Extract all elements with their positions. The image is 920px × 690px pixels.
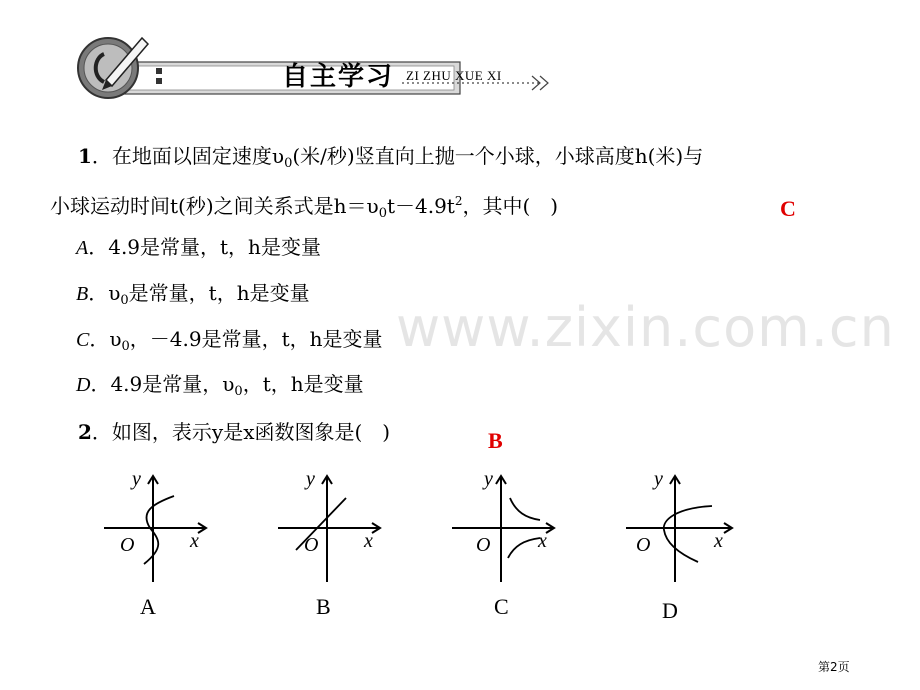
q1-number: 1: [78, 144, 92, 168]
graph-d: y x O D: [622, 468, 762, 588]
section-pinyin: ZI ZHU XUE XI: [406, 68, 502, 83]
graph-d-plot: [622, 468, 762, 588]
q1-option-a: A．4.9是常量，t，h是变量: [76, 235, 321, 259]
graph-b: y x O B: [274, 468, 414, 588]
q1-line1: 1．在地面以固定速度$\upsilon_0$(米/秒)竖直向上抛一个小球，小球高度h(米)与: [78, 144, 704, 171]
q2-line: 2．如图，表示y是x函数图象是( ): [78, 420, 391, 444]
graph-c-plot: [448, 468, 588, 588]
graph-c: y x O C: [448, 468, 588, 588]
graph-c-label: C: [494, 594, 509, 619]
q1-option-c: C．$\upsilon_0$，－4.9是常量，t，h是变量: [76, 327, 383, 354]
q1-answer: C: [780, 196, 796, 221]
pencil-icon: [70, 30, 160, 100]
q2-number: 2: [78, 420, 92, 444]
watermark: www.zixin.com.cn: [396, 296, 895, 359]
graph-a-plot: [100, 468, 240, 588]
q2-answer: B: [488, 428, 503, 453]
graph-d-label: D: [662, 598, 678, 623]
page-number: 第2页: [818, 660, 850, 674]
graph-a-label: A: [140, 594, 156, 619]
graph-b-plot: [274, 468, 414, 588]
q1-option-b: B．$\upsilon_0$是常量，t，h是变量: [76, 281, 310, 308]
section-title: 自主学习: [281, 62, 394, 92]
graph-b-label: B: [316, 594, 331, 619]
section-header: [70, 30, 570, 100]
q1-option-d: D．4.9是常量，$\upsilon_0$，t，h是变量: [76, 372, 364, 399]
q1-line2: 小球运动时间t(秒)之间关系式是$h=\upsilon_0t-4.9t^2$，其中( ): [50, 194, 559, 221]
graph-a: y x O A: [100, 468, 240, 588]
